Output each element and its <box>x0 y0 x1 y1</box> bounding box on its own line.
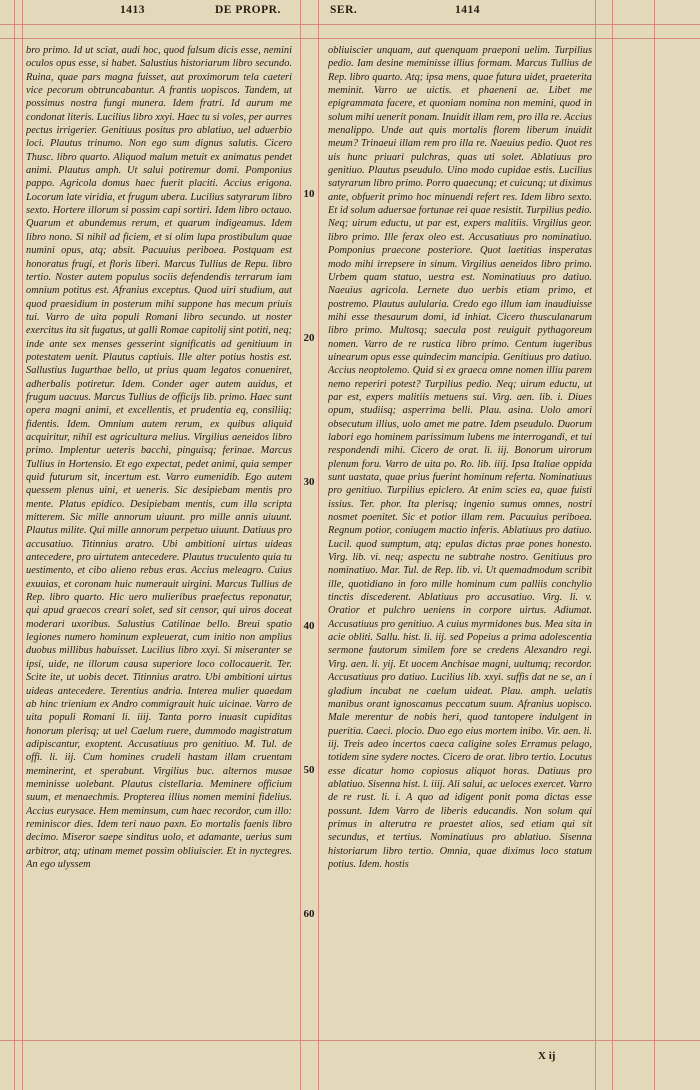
text-block: bro primo. Id ut sciat, audi hoc, quod falsum dicis esse, nemini oculos opus esse, si habet. Salustius historiarum libro secundo. Ruina, quae pars magna fuisset, aut proximorum tela caeteri vice pecorum obtruncabantur. A frantis uopiscos. Tandem, ut possimus nostra fungi munera. Idem fratri. Id aurum me condonat literis. Lucilius libro xxyi. Haec tu si voles, per aurres pectus irrigerier. Genitiuus positus pro ablatiuo, uel aduerbio loci. Plautus trinumo. Non ego sum dignus salutis. Cicero Thusc. libro quarto. Aliquod malum metuit ex animatus pendet animi. Plautus amph. Ut salui potiremur domi. Pomponius pappo. Agricola domus haec fuerit placiti. Accius erigona. Locorum late viridia, et frugum ubera. Lucilius satyrarum libro sexto. Hortere illorum si possim capi sortiri. Idem libro octauo. Quarum et abundemus rerum, et quarum indigeamus. Idem libro nono. Si nihil ad ficiem, et si olim lupa prostibulum quae numini opus, atq; absit. Pacuuius periboea. Postquam est honoratus frugi, et floris liberi. Marcus Tullius de Repu. libro tertio. Noster autem populus sociis defendendis terrarum iam omnium potitus est. Afranius exceptus. Quod uiri studium, aut quod praesidium in posterum mihi suppone has mecum priuis tui. Varro de uita populi Romani libro secundo. ut noster exercitus ita sit fugatus, ut galli Romae capitolij sint potiti, neq; inde ante sex menses gesserint significatis ad genitiuum in potestatem uenit. Plautus captiuis. Ille alter potius hostis est. Sallustius Iugurthae bello, ut prius quam legatos conueniret, adherbalis potiretur. Idem. Conder ager autem auidus, et frugum uacuus. Marcus Tullius de officijs lib. primo. Haec sunt opera magni animi, et excellentis, et prudentia eq, consiliiq; fidentis. Idem. Omnium autem rerum, ex quibus aliquid acquiritur, nihil est agricultura melius. Virgilius aeneidos libro primo. Implentur ueteris bacchi, pinguisq; ferinae. Marcus Tullius in Hortensio. Et ego expectat, pedet animi, quia semper quid futurum sit, incertum est. Varro eumenidib. Ego autem quessem plenus uini, et ueneris. Sic desipiebam mentis pro mente. Platus epidico. Desipiebam mentis, cum illa scripta mitterem. Sic mille annorum uiuunt. pro mille annis uiuunt. Plautus milite. Qui mille annorum perpetuo uiuunt. Datiuus pro accusatiuo. Titinnius aratro. Ubi ambitioni uirtus uideas antecedere, pro uirtutem antecedere. Plautus truculento quia tu uestimento, et cibo alieno rebus eras. Accius meleagro. Cuius exuuias, et coronam huic numerauit uirgini. Marcus Tullius de Rep. libro quarto. Hic uero mulieribus praefectus reponatur, qui apud graecos creari solet, sed sit censor, qui uiros doceat moderari uxoribus. Salustius Catilinae bello. Breui spatio legiones numero hominum expleuerat, cum initio non amplius duobus millibus habuisset. Lucilius libro xxyi. Si miseranter se ipsi, uide, ne illorum causa superiore loco collocauerit. Ter. Scite ite, ut uobis decet. Titinnius aratro. Ubi ambitioni uirtus uideas antecedere. Terentius andria. Interea mulier quaedam ab hinc trienium ex Andro commigrauit huic uicinae. Varro de uita populi Romani li. iiij. Tanta porro inuasit cupiditas honorum plerisq; ut uel Caelum ruere, dummodo magistratum adipiscantur, exoptent. Accusatiuus pro genitiuo. M. Tul. de offi. li. iij. Cum homines crudeli hastam illam cruentam meminerint, et sperabunt. Virgilius buc. alternos musae meminisse uolebant. Plautus cistellaria. Meminere officium suum, et menaechmis. Propterea illius nomen memini fidelius. Accius eurysace. Hem meminsum, cum haec recordor, cum illo: reminiscor dies. Idem teri nauo paxn. Eo mortalis faenis libro decimo. Miseror saepe sinditus uolo, et adamante, uerius sum arbitror, atq; utinam memet possim obliuiscier. Et in nyctegres. An ego ulyssem <box>26 45 292 870</box>
left-text-column <box>26 44 292 1044</box>
signature-mark: X ij <box>538 1050 556 1062</box>
line-number: 30 <box>303 476 315 488</box>
margin-rule <box>612 0 613 1090</box>
right-running-head: SER. <box>330 4 358 16</box>
line-number: 20 <box>303 332 315 344</box>
line-number: 10 <box>303 188 315 200</box>
left-folio-number: 1413 <box>120 4 145 16</box>
header-rule <box>0 24 700 25</box>
text-block: obliuiscier unquam, aut quenquam praeponi uelim. Turpilius pedio. Iam desine meminisse illius formam. Marcus Tullius de Rep. libro quarto. Atq; ipsa mens, quae futura uidet, praeterita meminit. Varro ue uictis. et phaeneni ae. Libet me epigrammata facere, et quoniam nomina non memini, quod in solum mihi uenerit ponam. Inuidit illam rem, pro illa re. Accius menalippo. Unde aut quis mortalis florem liberum inuidit meum? Trinaeui illam rem pro illa re. Naeuius pedio. Quot res uis hunc priuari pulchras, quas uti solet. Ablatiuus pro genitiuo. Plautus pseudulo. Uino modo cupidae estis. Lucilius satyrarum libro primo. Porro quaecunq; et cuicunq; ut diximus ante, obfuerit primo hoc minuendi refert res. Idem libro sexto. Et id solum aduersae fortunae rei quae resistit. Turpilius pedio. Neq; uirum eductu, ut par est, expers malitiis. Virgilius geor. libro primo. Ille ferax oleo est. Accusatiuus pro nominatiuo. Pomponius praecone posteriore. Quot laetitias insperatas modo mihi irrepsere in sinum. Virgilius aeneidos libro primo. Urbem quam statuo, uestra est. Nominatiuus pro datiuo. Naeuius agricola. Lernete duo uerbis etiam primo, et postremo. Plautus aulularia. Credo ego illum iam inaudiuisse mihi esse thesaurum domi, id inhiat. Cicero thusculanarum libro primo. Multosq; saecula post reuiguit pythagoreum nomen. Varro de re rustica libro primo. Centum iugeribus uinearum opus esse quindecim mancipia. Genitiuus pro datiuo. Accius neoptolemo. Quid si ex graeca omne nomen illiu parem nemo reperiri potest? Turpilius pedio. Neq; uirum eductu, ut par est, expers malitiis metuens sui. Virg. aen. lib. i. Diues opum, studiisq; asperrima belli. Plau. asina. Uolo amori obsecutum illius, uolo amet me patre. Idem pseudulo. Duorum labori ego hominem parissimum lubens me interrogandi, et tui respondendi mihi. Cicero de orat. li. iij. Bonorum uirorum plenum foru. Varro de uita po. Ro. lib. iiij. Ipsa Italiae oppida sunt uastata, quae prius fuerint hominum referta. Nominatiuus pro genitiuo. Turpilius epiclero. At enim scies ea, quae fuisti issius. Ter. phor. Ita plerisq; ingenio sumus omnes, nostri nosmet poenitet. Sic et potior illam rem. Pacuuius periboea. Regnum potior, coniugem mactio inferis. Ablatiuus pro datiuo. Lucil. quod sumptum, atq; epulas dictas prae pones honesto. Virg. lib. vi. neq; aspectu ne subtrahe nostro. Genitiuus pro nominatiuo. Mar. Tul. de Rep. lib. vi. Ut quemadmodum scribit ille, quotidiano in foro mille hominum cum palliis conchylio tinctis discederent. Ablatiuus pro accusatiuo. Virg. li. v. Oratior et pulchro ueniens in corpore uirtus. Adiumat. Accusatiuus pro genitiuo. A cuius myrmidones bus. Mea sita in acie obliti. Sallu. hist. li. iij. sed Popeius a prima adolescentia sermone fautorum similem fore se credens Alexandro regi. Virg. aen. li. yij. Et uocem Anchisae magni, uultumq; recordor. Accusatiuus pro datiuo. Lucilius lib. xxyi. suffis dat ne se, an i gladium incubat ne caelum uideat. Plau. amph. uelatis manibus orant ignoscamus peccatum suum. Afranius uopisco. Male merentur de nobis heri, quod tantopere indulgent in pueritia. Caeci. plocio. Duo ego eius mortem inibo. Vir. aen. li. iij. Treis adeo incertos caeca caligine soles Erramus pelago, totidem sine sydere noctes. Cicero de orat. libro tertio. Locutus esse dicatur homo copiosus aliquot horas. Datiuus pro ablatiuo. Sisenna hist. l. iiij. Ali salui, ac ueloces exercet. Varro de re rust. li. i. A quo ad idigent ponit poma dictas esse possunt. Idem Varro de liberis educandis. Non solum qui primus in alterutra re praestet alios, sed etiam qui sit secundus, et tertius. Nominatiuus pro ablatiuo. Sisenna historiarum libro tertio. Omnia, quae diximus loco statum potius. Idem. hostis <box>328 45 592 870</box>
left-running-head: DE PROPR. <box>215 4 281 16</box>
line-number: 40 <box>303 620 315 632</box>
line-number: 50 <box>303 764 315 776</box>
margin-rule <box>22 0 23 1090</box>
gutter-rule <box>300 0 301 1090</box>
margin-rule <box>14 0 15 1090</box>
margin-rule <box>595 0 596 1090</box>
right-text-column <box>328 44 592 1044</box>
header-rule <box>0 38 700 39</box>
right-folio-number: 1414 <box>455 4 480 16</box>
margin-rule <box>654 0 655 1090</box>
gutter-rule <box>318 0 319 1090</box>
line-number: 60 <box>303 908 315 920</box>
